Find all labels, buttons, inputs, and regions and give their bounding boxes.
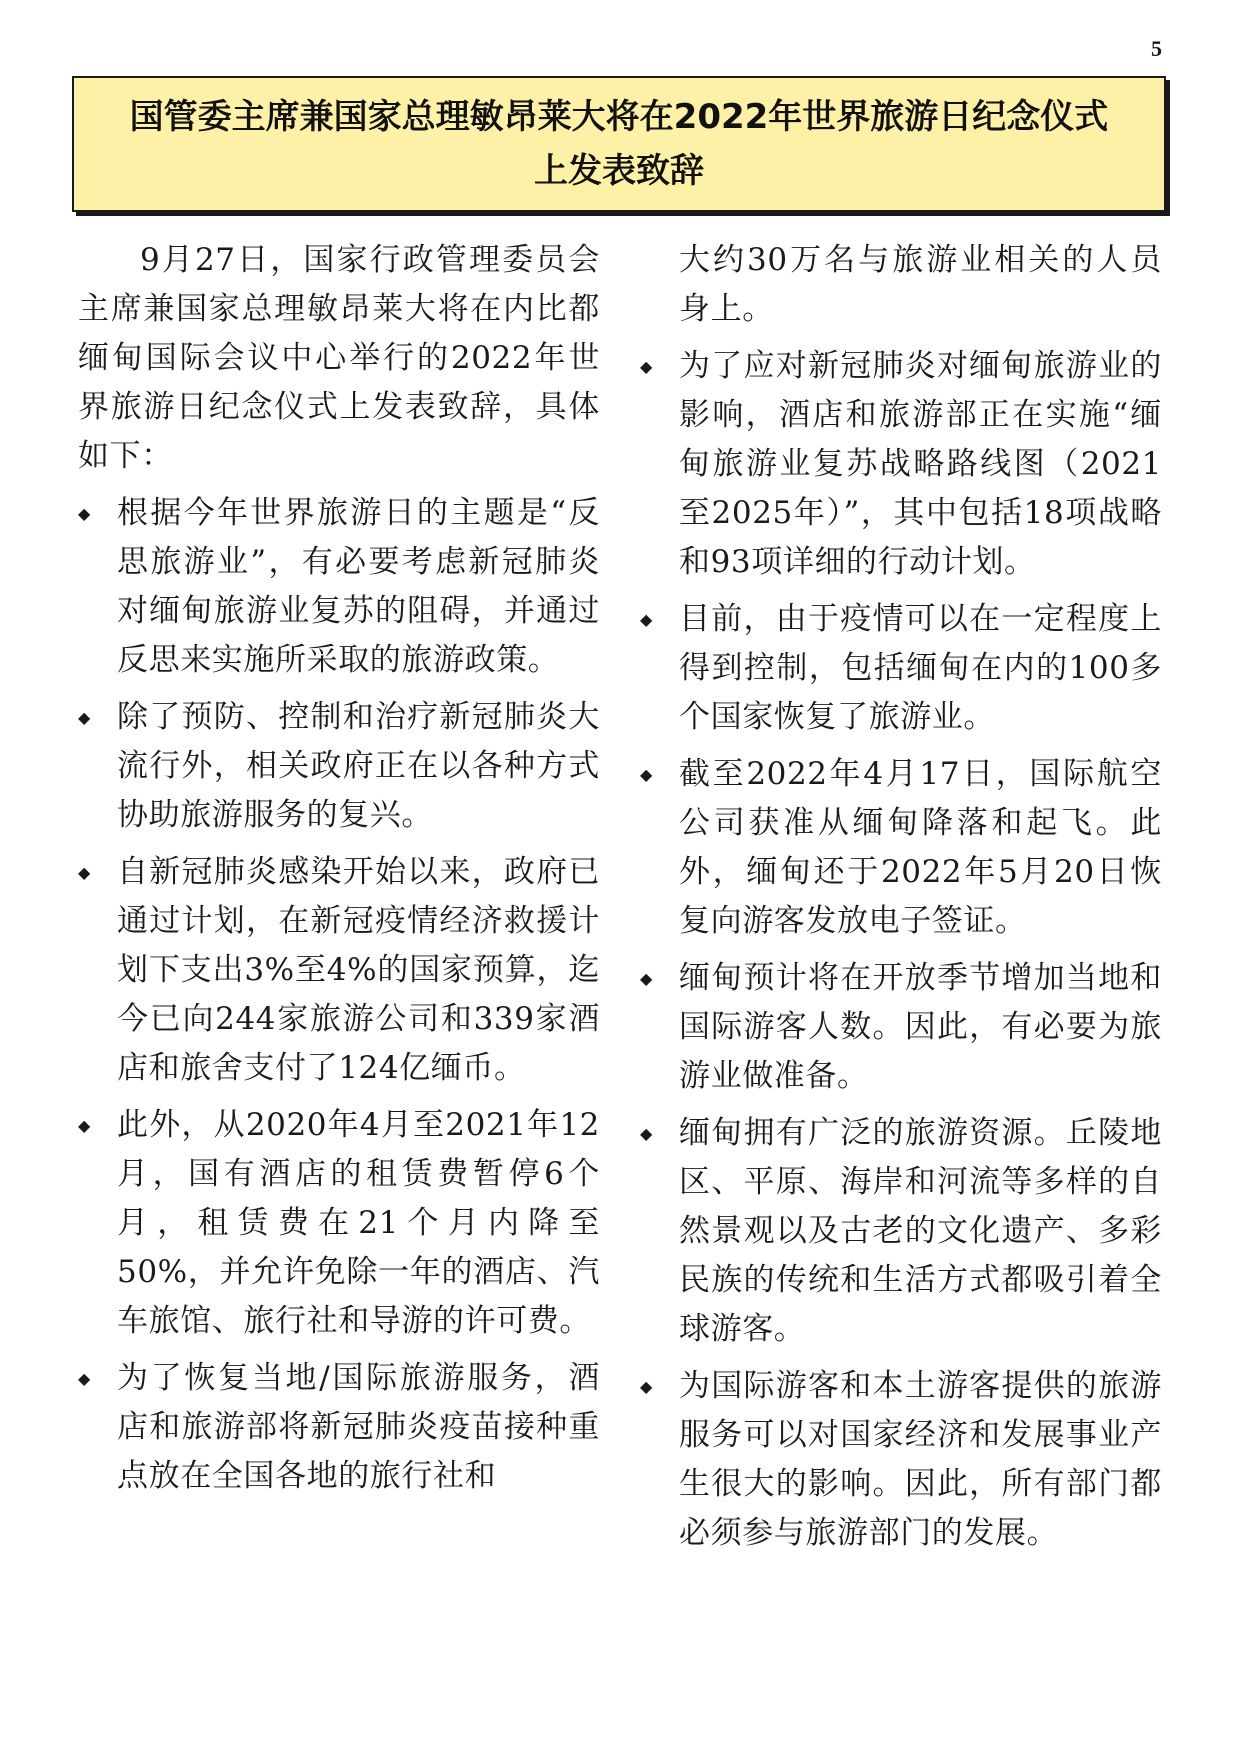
- bullet-text: 目前，由于疫情可以在一定程度上得到控制，包括缅甸在内的100多个国家恢复了旅游业。: [679, 601, 1162, 735]
- bullet-text: 为了恢复当地/国际旅游服务，酒店和旅游部将新冠肺炎疫苗接种重点放在全国各地的旅行社和: [117, 1360, 600, 1494]
- page-number: 5: [1151, 36, 1162, 61]
- bullet-item: [640, 595, 1162, 742]
- bullet-text: 自新冠肺炎感染开始以来，政府已通过计划，在新冠疫情经济救援计划下支出3%至4%的国家预算，迄今已向244家旅游公司和339家酒店和旅舍支付了124亿缅币。: [117, 854, 600, 1086]
- diamond-bullet-icon: ◆: [78, 504, 91, 523]
- diamond-bullet-icon: ◆: [78, 1116, 91, 1135]
- left-bullet-list: [78, 489, 600, 1501]
- right-column: [640, 236, 1162, 1566]
- bullet-item: [78, 693, 600, 840]
- bullet-text: 此外，从2020年4月至2021年12月，国有酒店的租赁费暂停6个月，租赁费在21个月内降至50%，并允许免除一年的酒店、汽车旅馆、旅行社和导游的许可费。: [117, 1107, 600, 1339]
- bullet-item: [78, 1354, 600, 1501]
- diamond-bullet-icon: ◆: [640, 1377, 653, 1396]
- left-column: [78, 236, 600, 1509]
- diamond-bullet-icon: ◆: [78, 863, 91, 882]
- bullet-text: 截至2022年4月17日，国际航空公司获准从缅甸降落和起飞。此外，缅甸还于2022年5月20日恢复向游客发放电子签证。: [679, 756, 1162, 939]
- diamond-bullet-icon: ◆: [640, 357, 653, 376]
- bullet-item: [640, 342, 1162, 587]
- bullet-item: [640, 750, 1162, 946]
- bullet-text: 为国际游客和本土游客提供的旅游服务可以对国家经济和发展事业产生很大的影响。因此，所有部门都必须参与旅游部门的发展。: [679, 1368, 1162, 1551]
- diamond-bullet-icon: ◆: [640, 765, 653, 784]
- diamond-bullet-icon: ◆: [78, 1369, 91, 1388]
- bullet-item: [78, 1101, 600, 1346]
- bullet-text: 根据今年世界旅游日的主题是“反思旅游业”，有必要考虑新冠肺炎对缅甸旅游业复苏的阻碍，并通过反思来实施所采取的旅游政策。: [117, 495, 600, 678]
- article-title-line-1: 国管委主席兼国家总理敏昂莱大将在2022年世界旅游日纪念仪式: [129, 97, 1109, 137]
- bullet-item: [78, 489, 600, 685]
- diamond-bullet-icon: ◆: [640, 610, 653, 629]
- bullet-text: 除了预防、控制和治疗新冠肺炎大流行外，相关政府正在以各种方式协助旅游服务的复兴。: [117, 699, 600, 833]
- right-bullet-list: [640, 342, 1162, 1558]
- bullet-item: [640, 1362, 1162, 1558]
- bullet-item: [78, 848, 600, 1093]
- article-title-box: [72, 76, 1166, 212]
- intro-paragraph: 9月27日，国家行政管理委员会主席兼国家总理敏昂莱大将在内比都缅甸国际会议中心举行的2022年世界旅游日纪念仪式上发表致辞，具体如下：: [78, 242, 600, 474]
- bullet-text: 缅甸拥有广泛的旅游资源。丘陵地区、平原、海岸和河流等多样的自然景观以及古老的文化遗产、多彩民族的传统和生活方式都吸引着全球游客。: [679, 1115, 1162, 1347]
- bullet-continuation-text: 大约30万名与旅游业相关的人员身上。: [679, 242, 1162, 327]
- diamond-bullet-icon: ◆: [640, 969, 653, 988]
- bullet-text: 为了应对新冠肺炎对缅甸旅游业的影响，酒店和旅游部正在实施“缅甸旅游业复苏战略路线图（2021至2025年）”，其中包括18项战略和93项详细的行动计划。: [679, 348, 1162, 580]
- diamond-bullet-icon: ◆: [640, 1124, 653, 1143]
- bullet-text: 缅甸预计将在开放季节增加当地和国际游客人数。因此，有必要为旅游业做准备。: [679, 960, 1162, 1094]
- bullet-item: [640, 954, 1162, 1101]
- bullet-item: [640, 1109, 1162, 1354]
- diamond-bullet-icon: ◆: [78, 708, 91, 727]
- article-title-line-2: 上发表致辞: [534, 151, 704, 191]
